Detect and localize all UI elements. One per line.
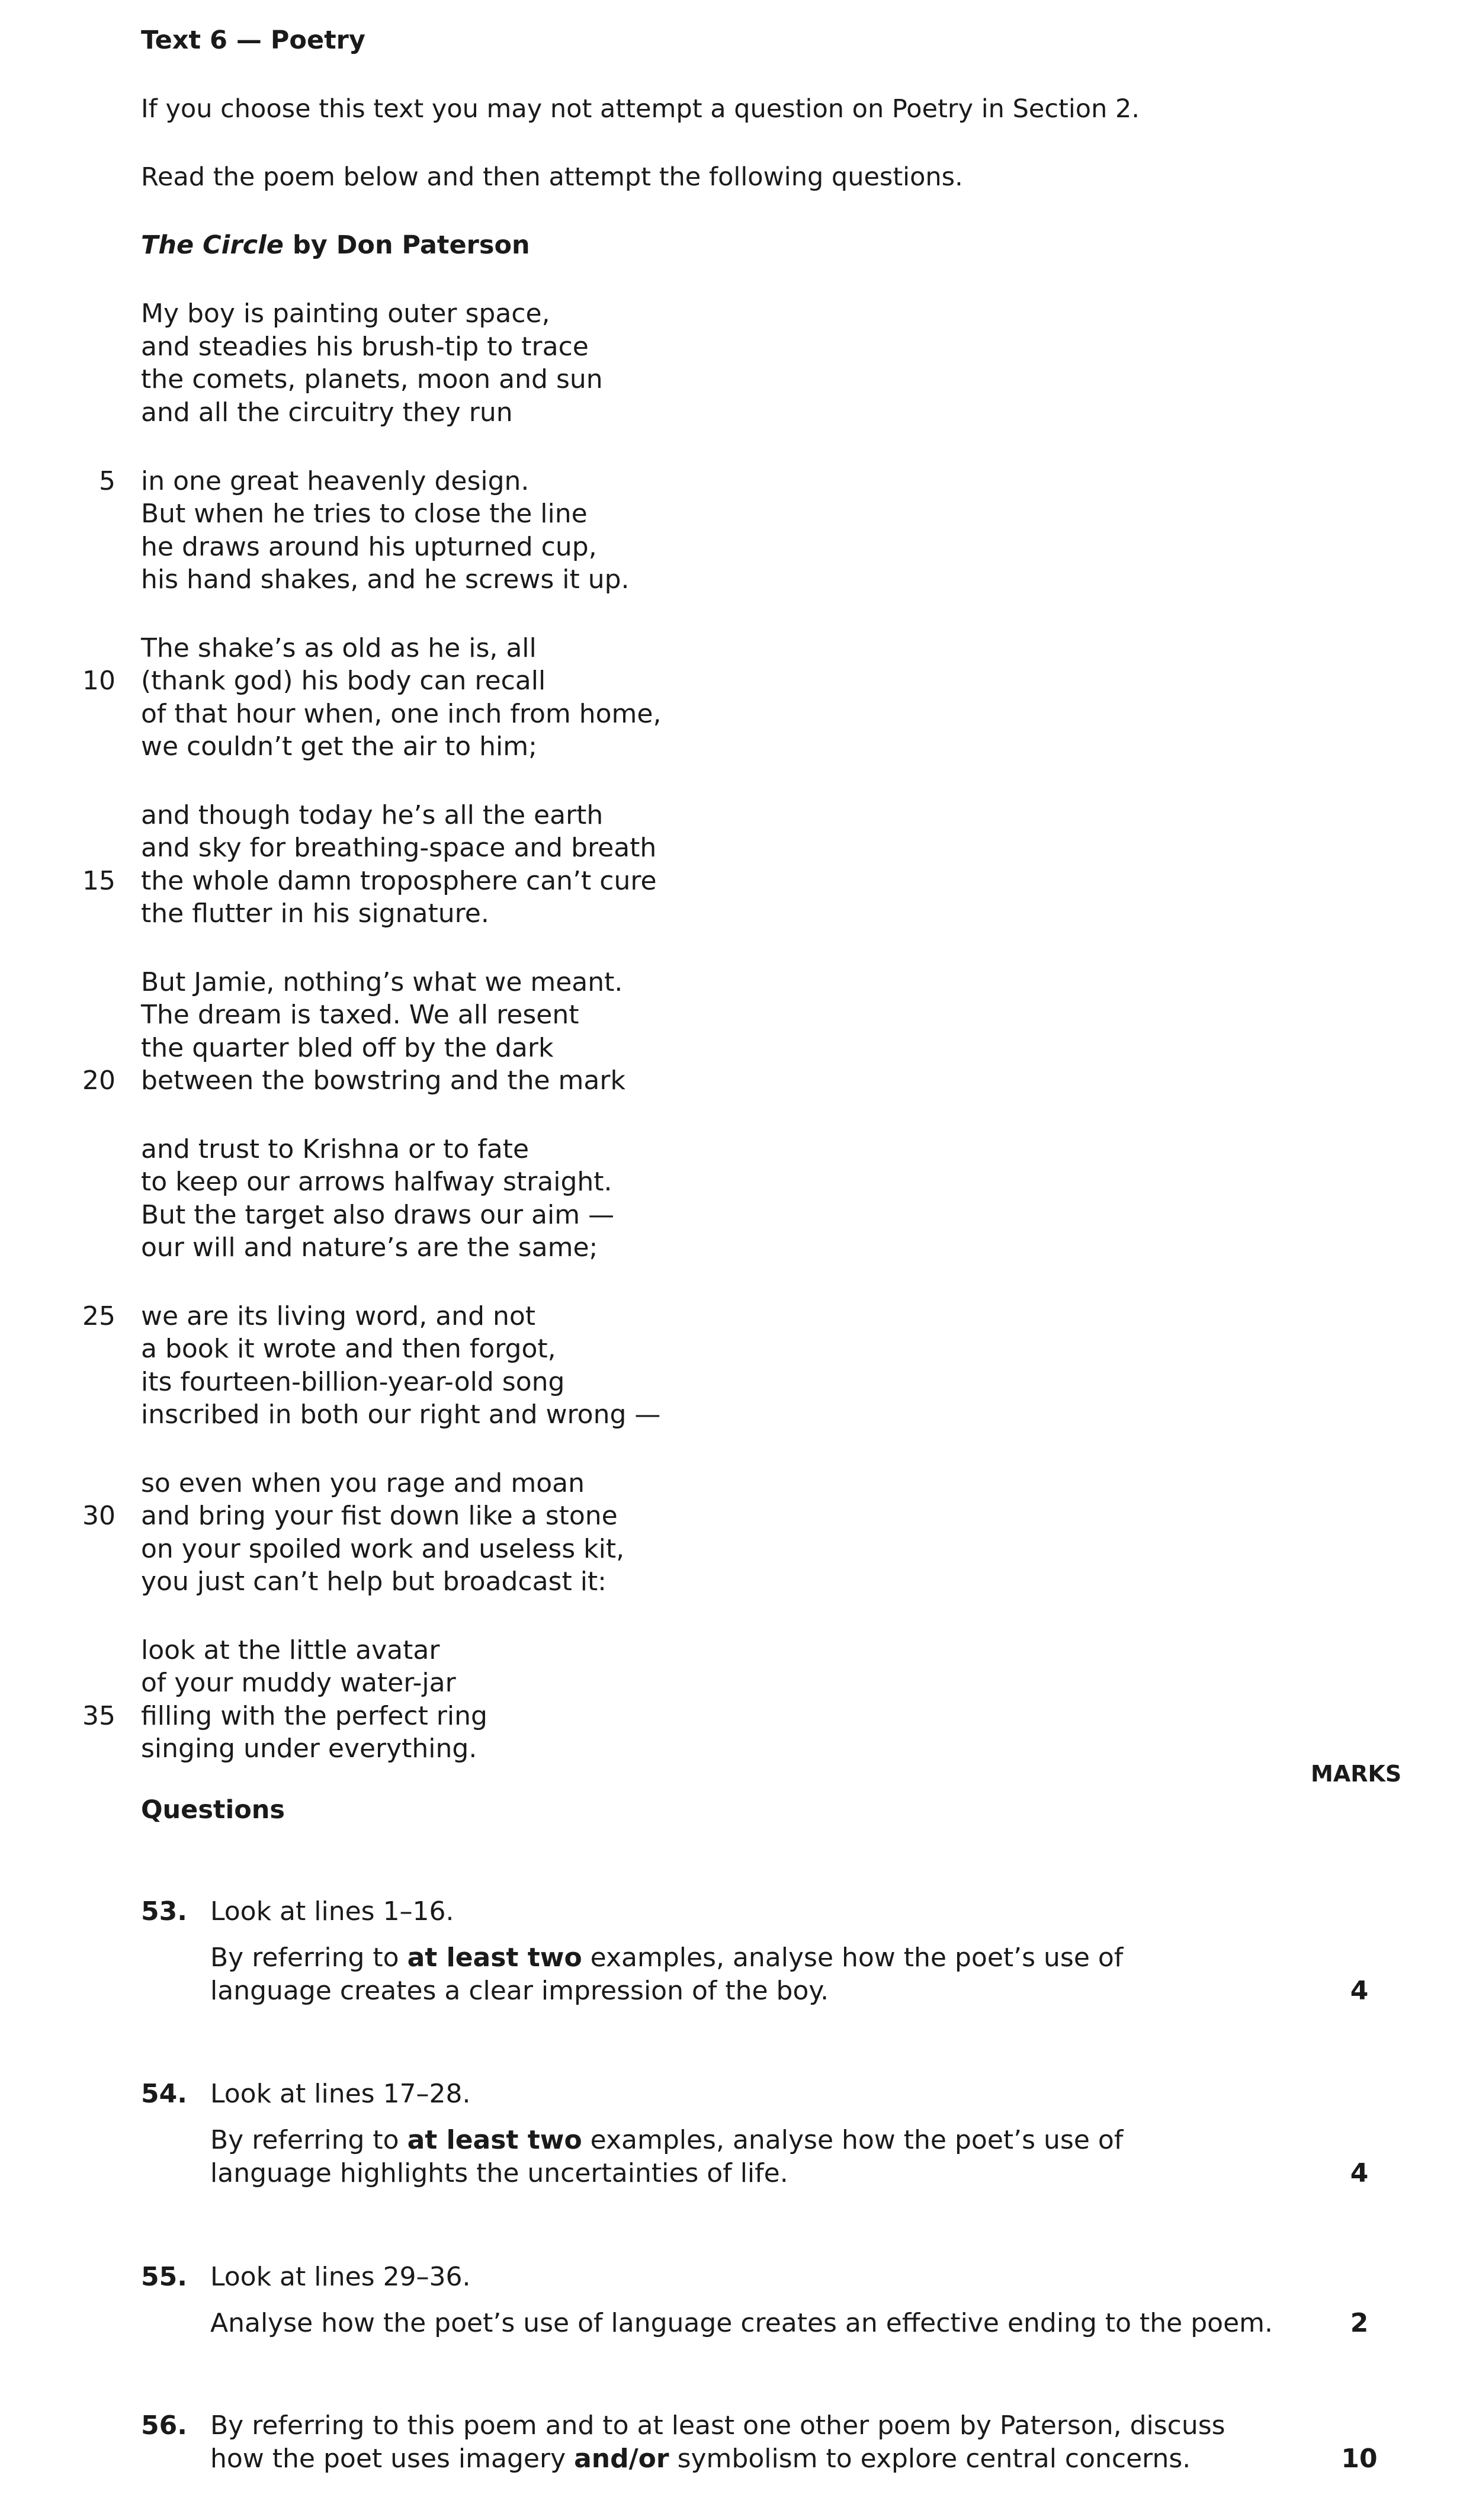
question-marks: 4 — [1350, 2158, 1369, 2188]
question-intro: Look at lines 1–16. — [210, 1896, 454, 1927]
poem-title: The Circle — [141, 230, 284, 260]
poem-line: the quarter bled off by the dark — [141, 1033, 554, 1063]
question-number: 54. — [141, 2079, 187, 2109]
line-number: 20 — [82, 1065, 115, 1096]
poem-line: of that hour when, one inch from home, — [141, 699, 662, 729]
question-text-emphasis: at least two — [407, 1943, 582, 1973]
line-number: 35 — [82, 1701, 115, 1731]
poem-line: and all the circuitry they run — [141, 397, 513, 428]
question-intro: Look at lines 29–36. — [210, 2262, 471, 2292]
poem-line: singing under everything. — [141, 1733, 477, 1764]
instruction-choice: If you choose this text you may not attempt a question on Poetry in Section 2. — [141, 94, 1140, 124]
poem-line: a book it wrote and then forgot, — [141, 1334, 556, 1364]
poem-line: and trust to Krishna or to fate — [141, 1134, 530, 1164]
line-number: 25 — [82, 1301, 115, 1331]
poem-line: so even when you rage and moan — [141, 1468, 585, 1498]
poem-line: he draws around his upturned cup, — [141, 532, 597, 562]
poem-line: inscribed in both our right and wrong — — [141, 1399, 661, 1430]
poem-line: and though today he’s all the earth — [141, 800, 604, 830]
marks-heading: MARKS — [1311, 1761, 1402, 1787]
question-text-part: By referring to — [210, 1943, 407, 1973]
question-marks: 4 — [1350, 1976, 1369, 2006]
poem-line: the whole damn troposphere can’t cure — [141, 866, 657, 896]
question-text — [210, 1941, 1241, 2008]
question-marks: 2 — [1350, 2308, 1369, 2338]
poem-line: (thank god) his body can recall — [141, 666, 546, 696]
poem-line: between the bowstring and the mark — [141, 1065, 625, 1096]
poem-line: its fourteen-billion-year-old song — [141, 1367, 565, 1397]
poem-line: you just can’t help but broadcast it: — [141, 1566, 607, 1597]
poem-heading — [141, 229, 530, 262]
poem-line: we couldn’t get the air to him; — [141, 731, 537, 762]
line-number: 10 — [82, 666, 115, 696]
question-text-emphasis: and/or — [574, 2444, 669, 2474]
question-text-part: examples, analyse how the poet’s use of language highlights the uncertainties of life. — [210, 2125, 1124, 2188]
section-title: Text 6 — Poetry — [141, 25, 365, 55]
question-marks: 10 — [1341, 2444, 1378, 2474]
poem-line: our will and nature’s are the same; — [141, 1232, 598, 1263]
question-text: Analyse how the poet’s use of language creates an effective ending to the poem. — [210, 2308, 1273, 2338]
poem-line: the flutter in his signature. — [141, 898, 489, 929]
question-text-part: By referring to this poem and to at least one other poem by Paterson, discuss how the poet uses imagery — [210, 2410, 1225, 2474]
poem-line: filling with the perfect ring — [141, 1701, 487, 1731]
question-text-emphasis: at least two — [407, 2125, 582, 2155]
question-text — [210, 2124, 1170, 2190]
poem-line: But the target also draws our aim — — [141, 1200, 615, 1230]
poem-line: But Jamie, nothing’s what we meant. — [141, 967, 623, 997]
question-number: 55. — [141, 2262, 187, 2292]
poem-line: But when he tries to close the line — [141, 499, 588, 529]
poem-line: My boy is painting outer space, — [141, 298, 550, 329]
question-number: 56. — [141, 2410, 187, 2441]
line-number: 15 — [82, 866, 115, 896]
question-intro: Look at lines 17–28. — [210, 2079, 471, 2109]
poem-line: of your muddy water-jar — [141, 1668, 456, 1698]
poem-line: we are its living word, and not — [141, 1301, 536, 1331]
questions-heading: Questions — [141, 1795, 285, 1825]
poem-line: on your spoiled work and useless kit, — [141, 1534, 625, 1564]
question-text-part: examples, analyse how the poet’s use of language creates a clear impression of the boy. — [210, 1943, 1124, 2006]
poem-line: his hand shakes, and he screws it up. — [141, 564, 630, 595]
poem-line: look at the little avatar — [141, 1635, 440, 1665]
poem-line: to keep our arrows halfway straight. — [141, 1167, 612, 1197]
poem-line: and steadies his brush-tip to trace — [141, 332, 589, 362]
poem-line: in one great heavenly design. — [141, 466, 530, 496]
poem-line: The shake’s as old as he is, all — [141, 633, 537, 663]
question-text-part: symbolism to explore central concerns. — [669, 2444, 1191, 2474]
poem-line: The dream is taxed. We all resent — [141, 1000, 579, 1030]
poem-author: by Don Paterson — [283, 230, 530, 260]
question-text — [210, 2409, 1253, 2476]
question-text-part: By referring to — [210, 2125, 407, 2155]
poem-line: and sky for breathing-space and breath — [141, 833, 657, 863]
poem-line: the comets, planets, moon and sun — [141, 364, 603, 394]
poem-line: and bring your fist down like a stone — [141, 1501, 618, 1531]
line-number: 5 — [99, 466, 115, 496]
line-number: 30 — [82, 1501, 115, 1531]
instruction-read: Read the poem below and then attempt the following questions. — [141, 162, 963, 192]
question-number: 53. — [141, 1896, 187, 1927]
